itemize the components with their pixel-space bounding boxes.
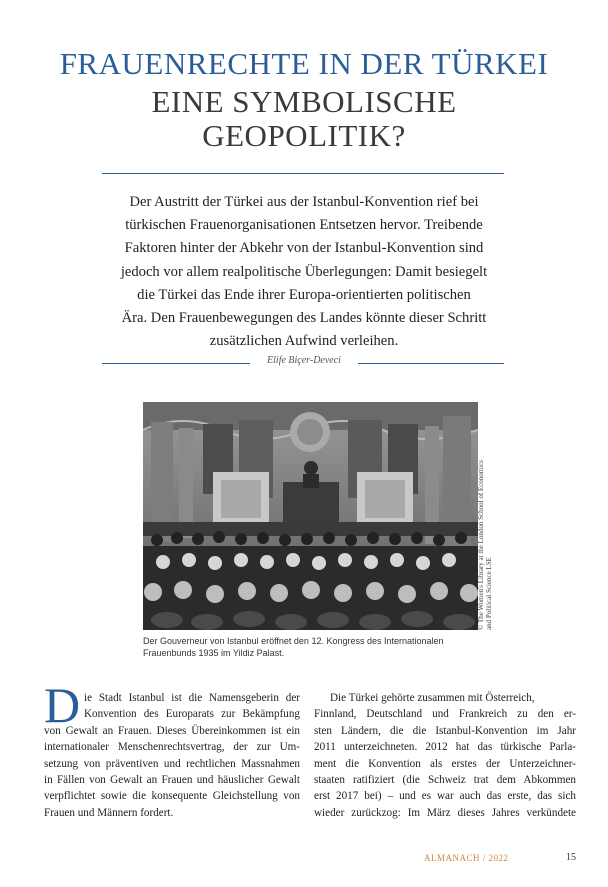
body-line: Konvention des Europarats zur Bekämpfung	[84, 708, 300, 721]
photo-caption	[143, 636, 473, 659]
title-divider	[102, 173, 504, 174]
body-line: verpflichtet sowie die konsequente Gleichstellung von	[44, 790, 300, 803]
congress-hall-photo-icon	[143, 402, 478, 630]
author-name: Elife Biçer-Deveci	[267, 355, 341, 366]
title-line-1: FRAUENRECHTE IN DER TÜRKEI	[59, 46, 549, 81]
lead-line: Faktoren hinter der Abkehr von der Istanbul-Konvention sind	[124, 240, 484, 257]
lead-line: zusätzlichen Aufwind verleihen.	[209, 333, 399, 350]
body-line: Finnland, Deutschland und Frankreich zu den er-	[314, 708, 576, 721]
drop-cap: D	[44, 677, 81, 733]
lead-line: türkischen Frauenorganisationen Entsetzen hervor. Treibende	[125, 217, 483, 234]
body-line: ment die Konvention als erstes der Unterzeichner-	[314, 757, 576, 770]
body-line: ie Stadt Istanbul ist die Namensgeberin der	[84, 692, 300, 704]
page-number: 15	[566, 852, 576, 863]
body-line: in Fällen von Gewalt an Frauen und häuslicher Gewalt	[44, 774, 300, 787]
author-divider-left	[102, 363, 250, 364]
body-line: erst 2017 bei) – und es war auch das erste, das sich	[314, 790, 576, 803]
body-line: 2011 unterzeichneten. 2012 hat das türkische Parla-	[314, 741, 576, 754]
photo-credit	[478, 402, 492, 630]
historical-photo	[143, 402, 478, 630]
body-line: sten Ländern, die die Istanbul-Konvention im Jahr	[314, 724, 576, 737]
body-line: setzung von präventiven und rechtlichen Massnahmen	[44, 757, 300, 770]
title-line-2: EINE SYMBOLISCHE	[151, 84, 457, 119]
lead-line: Der Austritt der Türkei aus der Istanbul-Konvention rief bei	[129, 194, 479, 210]
body-column-left	[44, 690, 300, 821]
body-column-right	[314, 690, 576, 821]
body-line: von Gewalt an Frauen. Dieses Übereinkommen ist ein	[44, 724, 300, 737]
caption-line: Frauenbunds 1935 im Yildiz Palast.	[143, 647, 285, 658]
publication-name: ALMANACH / 2022	[424, 853, 509, 863]
photo-credit-line: © The Women's Library at the London School of Economics	[477, 459, 485, 630]
body-line: Die Türkei gehörte zusammen mit Österreich,	[330, 692, 535, 704]
lead-line: Ära. Den Frauenbewegungen des Landes könnte dieser Schritt	[121, 310, 487, 327]
lead-line: die Türkei das Ende ihrer Europa-orientierten politischen	[137, 286, 471, 303]
lead-line: jedoch vor allem realpolitische Überlegungen: Damit besiegelt	[120, 263, 488, 280]
lead-paragraph	[100, 191, 508, 353]
body-line: wieder zurückzog: Im März dieses Jahres verkündete	[314, 806, 576, 819]
title-line-3: GEOPOLITIK?	[202, 118, 406, 153]
author-divider-right	[358, 363, 504, 364]
body-line: internationaler Menschenrechtsvertrag, der zur Um-	[44, 741, 300, 754]
caption-line: Der Gouverneur von Istanbul eröffnet den 12. Kongress des Internationalen	[143, 636, 444, 646]
body-line: Frauen und Männern fordert.	[44, 806, 174, 819]
photo-credit-line: and Political Science LSE	[484, 557, 493, 630]
body-line: staaten ratifiziert (die Schweiz trat dem Abkommen	[314, 774, 576, 787]
